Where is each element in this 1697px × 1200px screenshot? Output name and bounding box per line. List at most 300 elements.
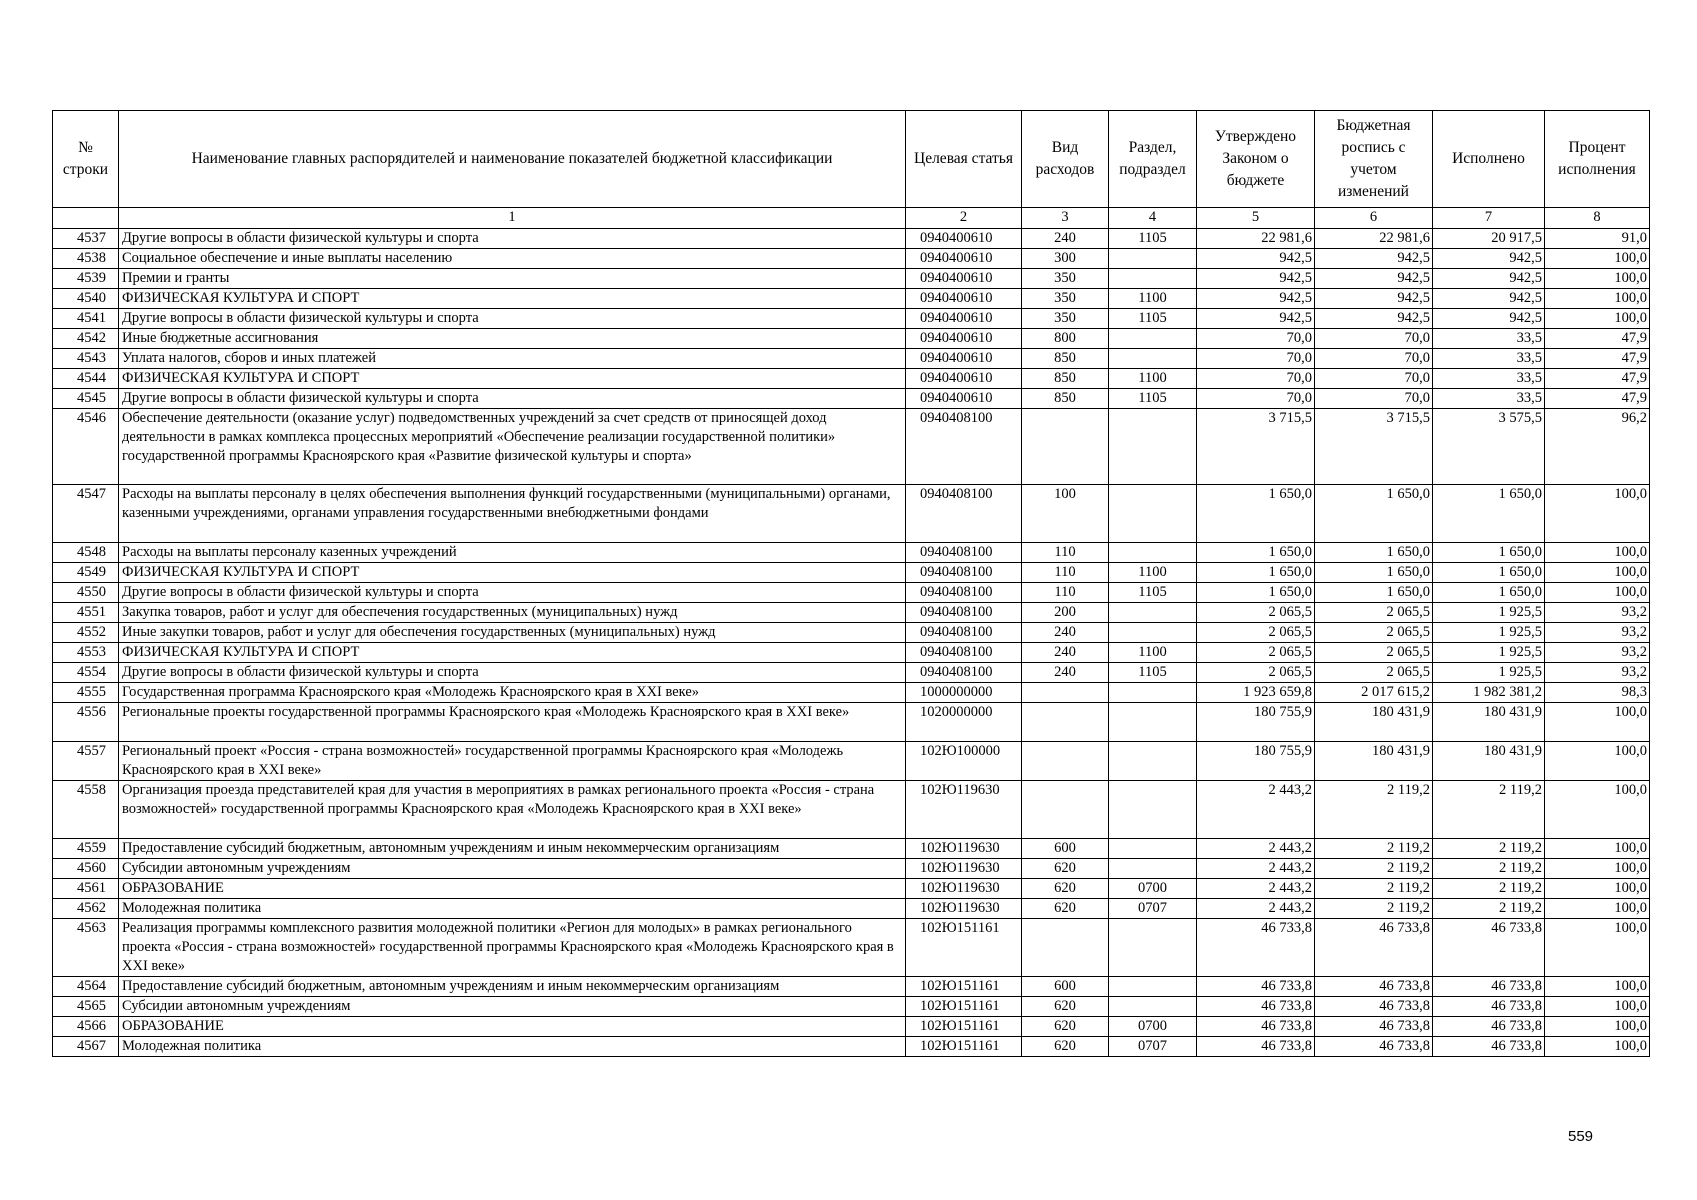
row-number: 4563 bbox=[53, 919, 119, 977]
row-number: 4559 bbox=[53, 839, 119, 859]
row-budget-list: 1 650,0 bbox=[1315, 563, 1433, 583]
row-percent: 93,2 bbox=[1545, 623, 1650, 643]
row-section: 0700 bbox=[1109, 879, 1197, 899]
row-percent: 100,0 bbox=[1545, 977, 1650, 997]
row-percent: 100,0 bbox=[1545, 919, 1650, 977]
row-section bbox=[1109, 543, 1197, 563]
row-percent: 100,0 bbox=[1545, 899, 1650, 919]
row-approved: 2 443,2 bbox=[1197, 859, 1315, 879]
row-executed: 33,5 bbox=[1433, 369, 1545, 389]
row-number: 4552 bbox=[53, 623, 119, 643]
row-percent: 93,2 bbox=[1545, 663, 1650, 683]
row-name: Уплата налогов, сборов и иных платежей bbox=[119, 349, 906, 369]
row-executed: 1 650,0 bbox=[1433, 485, 1545, 543]
row-percent: 47,9 bbox=[1545, 329, 1650, 349]
row-executed: 2 119,2 bbox=[1433, 781, 1545, 839]
row-percent: 100,0 bbox=[1545, 563, 1650, 583]
table-body bbox=[53, 229, 1650, 1057]
row-approved: 2 443,2 bbox=[1197, 781, 1315, 839]
row-expense-type bbox=[1022, 742, 1109, 781]
row-budget-list: 1 650,0 bbox=[1315, 485, 1433, 543]
row-number: 4560 bbox=[53, 859, 119, 879]
row-expense-type: 240 bbox=[1022, 623, 1109, 643]
row-number: 4555 bbox=[53, 683, 119, 703]
row-expense-type: 620 bbox=[1022, 997, 1109, 1017]
table-row bbox=[53, 899, 1650, 919]
table-row bbox=[53, 249, 1650, 269]
row-budget-list: 70,0 bbox=[1315, 329, 1433, 349]
row-section bbox=[1109, 977, 1197, 997]
row-budget-list: 2 065,5 bbox=[1315, 603, 1433, 623]
row-executed: 1 925,5 bbox=[1433, 623, 1545, 643]
budget-execution-table bbox=[52, 110, 1650, 1057]
row-percent: 100,0 bbox=[1545, 1037, 1650, 1057]
row-target-article: 0940408100 bbox=[906, 643, 1022, 663]
row-expense-type: 240 bbox=[1022, 663, 1109, 683]
row-percent: 100,0 bbox=[1545, 781, 1650, 839]
row-number: 4544 bbox=[53, 369, 119, 389]
row-name: Молодежная политика bbox=[119, 899, 906, 919]
row-percent: 100,0 bbox=[1545, 859, 1650, 879]
table-row bbox=[53, 663, 1650, 683]
column-number: 2 bbox=[906, 208, 1022, 229]
table-row bbox=[53, 289, 1650, 309]
row-name: Другие вопросы в области физической культуры и спорта bbox=[119, 583, 906, 603]
row-executed: 1 650,0 bbox=[1433, 543, 1545, 563]
budget-table-container bbox=[52, 110, 1649, 1057]
table-row bbox=[53, 859, 1650, 879]
row-executed: 1 982 381,2 bbox=[1433, 683, 1545, 703]
row-name: ФИЗИЧЕСКАЯ КУЛЬТУРА И СПОРТ bbox=[119, 369, 906, 389]
row-target-article: 0940400610 bbox=[906, 329, 1022, 349]
row-executed: 2 119,2 bbox=[1433, 859, 1545, 879]
row-percent: 47,9 bbox=[1545, 369, 1650, 389]
row-executed: 46 733,8 bbox=[1433, 977, 1545, 997]
row-number: 4556 bbox=[53, 703, 119, 742]
row-executed: 33,5 bbox=[1433, 329, 1545, 349]
row-approved: 2 443,2 bbox=[1197, 899, 1315, 919]
row-approved: 942,5 bbox=[1197, 289, 1315, 309]
row-target-article: 102Ю119630 bbox=[906, 879, 1022, 899]
row-executed: 46 733,8 bbox=[1433, 1037, 1545, 1057]
table-row bbox=[53, 977, 1650, 997]
table-row bbox=[53, 583, 1650, 603]
row-budget-list: 942,5 bbox=[1315, 249, 1433, 269]
table-row bbox=[53, 919, 1650, 977]
row-percent: 100,0 bbox=[1545, 289, 1650, 309]
row-name: Региональные проекты государственной программы Красноярского края «Молодежь Красноярского края в XXI веке» bbox=[119, 703, 906, 742]
row-expense-type: 850 bbox=[1022, 389, 1109, 409]
row-executed: 46 733,8 bbox=[1433, 997, 1545, 1017]
row-approved: 2 065,5 bbox=[1197, 663, 1315, 683]
row-budget-list: 942,5 bbox=[1315, 269, 1433, 289]
row-budget-list: 180 431,9 bbox=[1315, 703, 1433, 742]
row-number: 4545 bbox=[53, 389, 119, 409]
row-percent: 100,0 bbox=[1545, 543, 1650, 563]
row-executed: 2 119,2 bbox=[1433, 839, 1545, 859]
column-number: 6 bbox=[1315, 208, 1433, 229]
table-row bbox=[53, 485, 1650, 543]
row-section: 0707 bbox=[1109, 1037, 1197, 1057]
row-expense-type: 240 bbox=[1022, 643, 1109, 663]
row-number: 4557 bbox=[53, 742, 119, 781]
row-expense-type: 350 bbox=[1022, 309, 1109, 329]
row-name: Премии и гранты bbox=[119, 269, 906, 289]
row-approved: 2 065,5 bbox=[1197, 623, 1315, 643]
row-target-article: 102Ю151161 bbox=[906, 1037, 1022, 1057]
row-target-article: 0940408100 bbox=[906, 663, 1022, 683]
row-target-article: 0940408100 bbox=[906, 563, 1022, 583]
row-target-article: 0940400610 bbox=[906, 309, 1022, 329]
table-row bbox=[53, 1017, 1650, 1037]
table-row bbox=[53, 409, 1650, 485]
row-section bbox=[1109, 603, 1197, 623]
row-target-article: 102Ю151161 bbox=[906, 919, 1022, 977]
row-section: 1100 bbox=[1109, 369, 1197, 389]
row-number: 4541 bbox=[53, 309, 119, 329]
row-budget-list: 942,5 bbox=[1315, 309, 1433, 329]
table-row bbox=[53, 1037, 1650, 1057]
row-budget-list: 2 119,2 bbox=[1315, 781, 1433, 839]
row-percent: 100,0 bbox=[1545, 703, 1650, 742]
row-executed: 942,5 bbox=[1433, 269, 1545, 289]
row-expense-type: 100 bbox=[1022, 485, 1109, 543]
row-expense-type bbox=[1022, 781, 1109, 839]
row-approved: 2 065,5 bbox=[1197, 643, 1315, 663]
row-approved: 46 733,8 bbox=[1197, 919, 1315, 977]
row-number: 4537 bbox=[53, 229, 119, 249]
row-approved: 1 650,0 bbox=[1197, 563, 1315, 583]
row-name: Иные бюджетные ассигнования bbox=[119, 329, 906, 349]
row-target-article: 1020000000 bbox=[906, 703, 1022, 742]
header-approved: Утверждено Законом о бюджете bbox=[1197, 111, 1315, 208]
row-budget-list: 942,5 bbox=[1315, 289, 1433, 309]
row-name: Предоставление субсидий бюджетным, автономным учреждениям и иным некоммерческим организациям bbox=[119, 839, 906, 859]
row-section bbox=[1109, 329, 1197, 349]
row-name: ФИЗИЧЕСКАЯ КУЛЬТУРА И СПОРТ bbox=[119, 643, 906, 663]
row-target-article: 1000000000 bbox=[906, 683, 1022, 703]
row-budget-list: 2 119,2 bbox=[1315, 859, 1433, 879]
row-name: Закупка товаров, работ и услуг для обеспечения государственных (муниципальных) нужд bbox=[119, 603, 906, 623]
row-percent: 100,0 bbox=[1545, 1017, 1650, 1037]
row-executed: 942,5 bbox=[1433, 289, 1545, 309]
row-approved: 180 755,9 bbox=[1197, 703, 1315, 742]
row-name: ФИЗИЧЕСКАЯ КУЛЬТУРА И СПОРТ bbox=[119, 563, 906, 583]
row-expense-type: 850 bbox=[1022, 349, 1109, 369]
row-section: 1105 bbox=[1109, 663, 1197, 683]
table-row bbox=[53, 742, 1650, 781]
row-target-article: 0940408100 bbox=[906, 583, 1022, 603]
table-row bbox=[53, 269, 1650, 289]
row-number: 4561 bbox=[53, 879, 119, 899]
row-target-article: 0940408100 bbox=[906, 485, 1022, 543]
row-name: Региональный проект «Россия - страна возможностей» государственной программы Красноярского края «Молодежь Красноярского края в XXI веке» bbox=[119, 742, 906, 781]
row-section bbox=[1109, 269, 1197, 289]
row-section bbox=[1109, 839, 1197, 859]
column-number-row bbox=[53, 208, 1650, 229]
row-approved: 942,5 bbox=[1197, 249, 1315, 269]
row-target-article: 0940400610 bbox=[906, 349, 1022, 369]
row-expense-type bbox=[1022, 919, 1109, 977]
column-number: 3 bbox=[1022, 208, 1109, 229]
row-number: 4548 bbox=[53, 543, 119, 563]
row-number: 4551 bbox=[53, 603, 119, 623]
row-executed: 46 733,8 bbox=[1433, 919, 1545, 977]
row-executed: 33,5 bbox=[1433, 389, 1545, 409]
row-number: 4540 bbox=[53, 289, 119, 309]
row-section bbox=[1109, 781, 1197, 839]
row-section: 1100 bbox=[1109, 563, 1197, 583]
row-approved: 70,0 bbox=[1197, 389, 1315, 409]
row-approved: 2 443,2 bbox=[1197, 879, 1315, 899]
row-approved: 1 650,0 bbox=[1197, 543, 1315, 563]
row-percent: 98,3 bbox=[1545, 683, 1650, 703]
row-percent: 100,0 bbox=[1545, 879, 1650, 899]
row-target-article: 0940408100 bbox=[906, 623, 1022, 643]
row-expense-type: 110 bbox=[1022, 563, 1109, 583]
row-section: 1105 bbox=[1109, 229, 1197, 249]
row-approved: 942,5 bbox=[1197, 269, 1315, 289]
table-row bbox=[53, 643, 1650, 663]
row-percent: 100,0 bbox=[1545, 485, 1650, 543]
row-budget-list: 46 733,8 bbox=[1315, 1017, 1433, 1037]
row-number: 4564 bbox=[53, 977, 119, 997]
row-approved: 46 733,8 bbox=[1197, 997, 1315, 1017]
row-target-article: 0940408100 bbox=[906, 409, 1022, 485]
header-percent: Процент исполнения bbox=[1545, 111, 1650, 208]
row-percent: 100,0 bbox=[1545, 839, 1650, 859]
row-target-article: 0940408100 bbox=[906, 603, 1022, 623]
row-target-article: 102Ю151161 bbox=[906, 977, 1022, 997]
row-expense-type: 850 bbox=[1022, 369, 1109, 389]
column-number: 8 bbox=[1545, 208, 1650, 229]
row-target-article: 0940400610 bbox=[906, 289, 1022, 309]
row-expense-type: 300 bbox=[1022, 249, 1109, 269]
table-row bbox=[53, 369, 1650, 389]
row-budget-list: 2 119,2 bbox=[1315, 879, 1433, 899]
row-section bbox=[1109, 919, 1197, 977]
row-section bbox=[1109, 249, 1197, 269]
row-expense-type: 240 bbox=[1022, 229, 1109, 249]
row-approved: 3 715,5 bbox=[1197, 409, 1315, 485]
row-target-article: 0940400610 bbox=[906, 389, 1022, 409]
row-budget-list: 3 715,5 bbox=[1315, 409, 1433, 485]
row-section bbox=[1109, 859, 1197, 879]
row-approved: 2 065,5 bbox=[1197, 603, 1315, 623]
row-target-article: 0940400610 bbox=[906, 229, 1022, 249]
table-row bbox=[53, 389, 1650, 409]
row-target-article: 102Ю119630 bbox=[906, 859, 1022, 879]
row-budget-list: 2 065,5 bbox=[1315, 623, 1433, 643]
row-approved: 942,5 bbox=[1197, 309, 1315, 329]
row-approved: 46 733,8 bbox=[1197, 977, 1315, 997]
row-name: Социальное обеспечение и иные выплаты населению bbox=[119, 249, 906, 269]
row-expense-type bbox=[1022, 409, 1109, 485]
table-row bbox=[53, 329, 1650, 349]
header-section: Раздел, подраздел bbox=[1109, 111, 1197, 208]
row-target-article: 0940408100 bbox=[906, 543, 1022, 563]
row-executed: 2 119,2 bbox=[1433, 879, 1545, 899]
row-number: 4549 bbox=[53, 563, 119, 583]
row-number: 4543 bbox=[53, 349, 119, 369]
table-row bbox=[53, 839, 1650, 859]
row-target-article: 0940400610 bbox=[906, 369, 1022, 389]
row-section: 1100 bbox=[1109, 289, 1197, 309]
table-row bbox=[53, 683, 1650, 703]
row-approved: 1 650,0 bbox=[1197, 485, 1315, 543]
row-name: Субсидии автономным учреждениям bbox=[119, 997, 906, 1017]
row-number: 4562 bbox=[53, 899, 119, 919]
row-expense-type: 620 bbox=[1022, 899, 1109, 919]
header-name: Наименование главных распорядителей и наименование показателей бюджетной классификации bbox=[119, 111, 906, 208]
row-executed: 1 925,5 bbox=[1433, 663, 1545, 683]
row-name: Расходы на выплаты персоналу казенных учреждений bbox=[119, 543, 906, 563]
row-approved: 46 733,8 bbox=[1197, 1017, 1315, 1037]
row-percent: 100,0 bbox=[1545, 269, 1650, 289]
row-budget-list: 2 065,5 bbox=[1315, 643, 1433, 663]
row-expense-type: 600 bbox=[1022, 839, 1109, 859]
table-row bbox=[53, 623, 1650, 643]
row-expense-type: 110 bbox=[1022, 543, 1109, 563]
row-name: Субсидии автономным учреждениям bbox=[119, 859, 906, 879]
row-target-article: 102Ю119630 bbox=[906, 899, 1022, 919]
row-name: Реализация программы комплексного развития молодежной политики «Регион для молодых» в рамках регионального проекта «Россия - страна возможностей» государственной программы Красноярского края «Молодежь Красноярского края в XXI веке» bbox=[119, 919, 906, 977]
row-approved: 70,0 bbox=[1197, 349, 1315, 369]
row-budget-list: 22 981,6 bbox=[1315, 229, 1433, 249]
row-executed: 2 119,2 bbox=[1433, 899, 1545, 919]
row-target-article: 0940400610 bbox=[906, 269, 1022, 289]
row-section bbox=[1109, 703, 1197, 742]
row-executed: 1 925,5 bbox=[1433, 603, 1545, 623]
row-budget-list: 70,0 bbox=[1315, 369, 1433, 389]
column-number bbox=[53, 208, 119, 229]
row-target-article: 0940400610 bbox=[906, 249, 1022, 269]
row-executed: 3 575,5 bbox=[1433, 409, 1545, 485]
row-budget-list: 46 733,8 bbox=[1315, 1037, 1433, 1057]
row-budget-list: 46 733,8 bbox=[1315, 997, 1433, 1017]
row-section bbox=[1109, 623, 1197, 643]
row-percent: 100,0 bbox=[1545, 309, 1650, 329]
row-number: 4565 bbox=[53, 997, 119, 1017]
row-expense-type: 110 bbox=[1022, 583, 1109, 603]
header-row bbox=[53, 111, 1650, 208]
row-budget-list: 46 733,8 bbox=[1315, 977, 1433, 997]
row-budget-list: 2 119,2 bbox=[1315, 899, 1433, 919]
column-number: 1 bbox=[119, 208, 906, 229]
row-expense-type: 800 bbox=[1022, 329, 1109, 349]
row-expense-type: 350 bbox=[1022, 289, 1109, 309]
row-section: 0707 bbox=[1109, 899, 1197, 919]
row-number: 4542 bbox=[53, 329, 119, 349]
row-number: 4566 bbox=[53, 1017, 119, 1037]
row-name: Предоставление субсидий бюджетным, автономным учреждениям и иным некоммерческим организациям bbox=[119, 977, 906, 997]
row-executed: 20 917,5 bbox=[1433, 229, 1545, 249]
row-percent: 100,0 bbox=[1545, 742, 1650, 781]
row-target-article: 102Ю151161 bbox=[906, 997, 1022, 1017]
row-budget-list: 1 650,0 bbox=[1315, 543, 1433, 563]
row-number: 4546 bbox=[53, 409, 119, 485]
row-expense-type: 350 bbox=[1022, 269, 1109, 289]
row-section: 1100 bbox=[1109, 643, 1197, 663]
row-percent: 93,2 bbox=[1545, 643, 1650, 663]
row-section bbox=[1109, 485, 1197, 543]
row-section: 0700 bbox=[1109, 1017, 1197, 1037]
table-row bbox=[53, 563, 1650, 583]
row-approved: 46 733,8 bbox=[1197, 1037, 1315, 1057]
header-executed: Исполнено bbox=[1433, 111, 1545, 208]
table-row bbox=[53, 879, 1650, 899]
table-row bbox=[53, 997, 1650, 1017]
row-name: Обеспечение деятельности (оказание услуг) подведомственных учреждений за счет средств от приносящей доход деятельности в рамках комплекса процессных мероприятий «Обеспечение реализации государственной политики» государственной программы Красноярского края «Развитие физической культуры и спорта» bbox=[119, 409, 906, 485]
row-executed: 46 733,8 bbox=[1433, 1017, 1545, 1037]
row-budget-list: 2 017 615,2 bbox=[1315, 683, 1433, 703]
row-budget-list: 180 431,9 bbox=[1315, 742, 1433, 781]
row-name: Другие вопросы в области физической культуры и спорта bbox=[119, 389, 906, 409]
row-executed: 1 650,0 bbox=[1433, 583, 1545, 603]
row-name: ОБРАЗОВАНИЕ bbox=[119, 879, 906, 899]
row-name: Другие вопросы в области физической культуры и спорта bbox=[119, 663, 906, 683]
row-percent: 47,9 bbox=[1545, 349, 1650, 369]
row-section bbox=[1109, 409, 1197, 485]
row-expense-type bbox=[1022, 703, 1109, 742]
row-expense-type: 620 bbox=[1022, 1017, 1109, 1037]
column-number: 7 bbox=[1433, 208, 1545, 229]
row-executed: 942,5 bbox=[1433, 309, 1545, 329]
row-expense-type: 620 bbox=[1022, 879, 1109, 899]
row-executed: 180 431,9 bbox=[1433, 742, 1545, 781]
table-row bbox=[53, 603, 1650, 623]
row-number: 4558 bbox=[53, 781, 119, 839]
row-section bbox=[1109, 683, 1197, 703]
row-percent: 100,0 bbox=[1545, 583, 1650, 603]
table-row bbox=[53, 703, 1650, 742]
row-budget-list: 1 650,0 bbox=[1315, 583, 1433, 603]
row-expense-type: 600 bbox=[1022, 977, 1109, 997]
row-approved: 22 981,6 bbox=[1197, 229, 1315, 249]
row-approved: 1 650,0 bbox=[1197, 583, 1315, 603]
row-target-article: 102Ю151161 bbox=[906, 1017, 1022, 1037]
table-row bbox=[53, 309, 1650, 329]
row-percent: 91,0 bbox=[1545, 229, 1650, 249]
row-section: 1105 bbox=[1109, 583, 1197, 603]
table-row bbox=[53, 781, 1650, 839]
row-number: 4547 bbox=[53, 485, 119, 543]
row-approved: 180 755,9 bbox=[1197, 742, 1315, 781]
row-budget-list: 46 733,8 bbox=[1315, 919, 1433, 977]
header-row-number: № строки bbox=[53, 111, 119, 208]
row-expense-type: 620 bbox=[1022, 859, 1109, 879]
row-budget-list: 70,0 bbox=[1315, 389, 1433, 409]
row-number: 4553 bbox=[53, 643, 119, 663]
row-section bbox=[1109, 997, 1197, 1017]
row-name: Молодежная политика bbox=[119, 1037, 906, 1057]
row-approved: 70,0 bbox=[1197, 369, 1315, 389]
row-name: Другие вопросы в области физической культуры и спорта bbox=[119, 309, 906, 329]
table-row bbox=[53, 349, 1650, 369]
row-budget-list: 70,0 bbox=[1315, 349, 1433, 369]
row-executed: 942,5 bbox=[1433, 249, 1545, 269]
row-number: 4550 bbox=[53, 583, 119, 603]
row-name: Расходы на выплаты персоналу в целях обеспечения выполнения функций государственными (муниципальными) органами, казенными учреждениями, органами управления государственными внебюджетными фондами bbox=[119, 485, 906, 543]
row-section: 1105 bbox=[1109, 309, 1197, 329]
row-name: Государственная программа Красноярского края «Молодежь Красноярского края в XXI веке» bbox=[119, 683, 906, 703]
row-percent: 47,9 bbox=[1545, 389, 1650, 409]
row-executed: 180 431,9 bbox=[1433, 703, 1545, 742]
row-section bbox=[1109, 742, 1197, 781]
row-executed: 1 925,5 bbox=[1433, 643, 1545, 663]
row-approved: 70,0 bbox=[1197, 329, 1315, 349]
row-target-article: 102Ю100000 bbox=[906, 742, 1022, 781]
